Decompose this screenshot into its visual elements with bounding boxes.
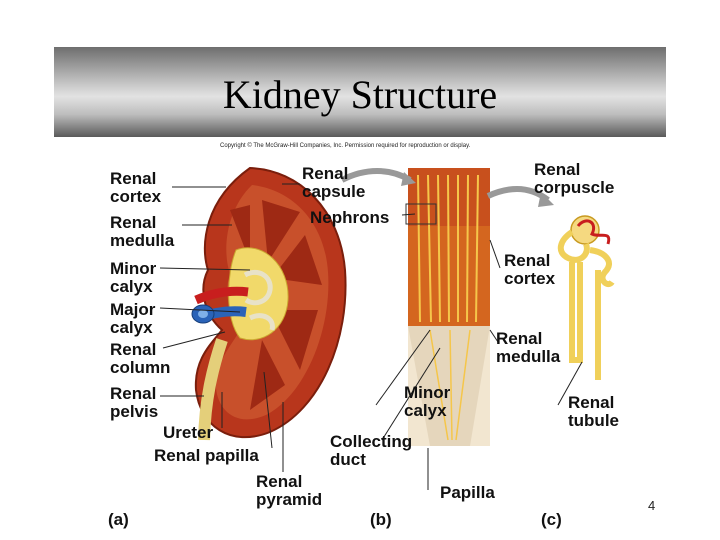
label-papilla: Papilla [440, 483, 495, 502]
slide-title: Kidney Structure [222, 72, 498, 117]
part-label-b: (b) [370, 510, 392, 529]
label-collecting-duct: Collecting duct [330, 432, 413, 469]
label-renal-papilla: Renal papilla [154, 446, 259, 465]
label-renal-tubule: Renal tubule [568, 393, 619, 430]
label-renal-corpuscle: Renal corpuscle [534, 160, 615, 197]
label-nephrons: Nephrons [310, 208, 390, 227]
label-renal-pyramid: Renal pyramid [256, 472, 323, 509]
part-label-a: (a) [108, 510, 129, 529]
label-minor-calyx-a: Minor calyx [110, 259, 157, 296]
label-ureter: Ureter [163, 423, 214, 442]
label-renal-cortex-a: Renal cortex [110, 169, 162, 206]
page-number: 4 [648, 498, 656, 513]
label-renal-capsule: Renal capsule [302, 164, 366, 201]
label-renal-cortex-b: Renal cortex [504, 251, 556, 288]
label-renal-medulla-b: Renal medulla [496, 329, 561, 366]
label-renal-pelvis: Renal pelvis [110, 384, 159, 421]
nephron-drawing [561, 216, 612, 380]
copyright-notice: Copyright © The McGraw-Hill Companies, Inc. Permission required for reproduction or display. [220, 143, 471, 149]
label-renal-column: Renal column [110, 340, 171, 377]
label-renal-medulla-a: Renal medulla [110, 213, 175, 250]
label-major-calyx: Major calyx [110, 300, 156, 337]
part-label-c: (c) [541, 510, 562, 529]
label-minor-calyx-b: Minor calyx [404, 383, 451, 420]
